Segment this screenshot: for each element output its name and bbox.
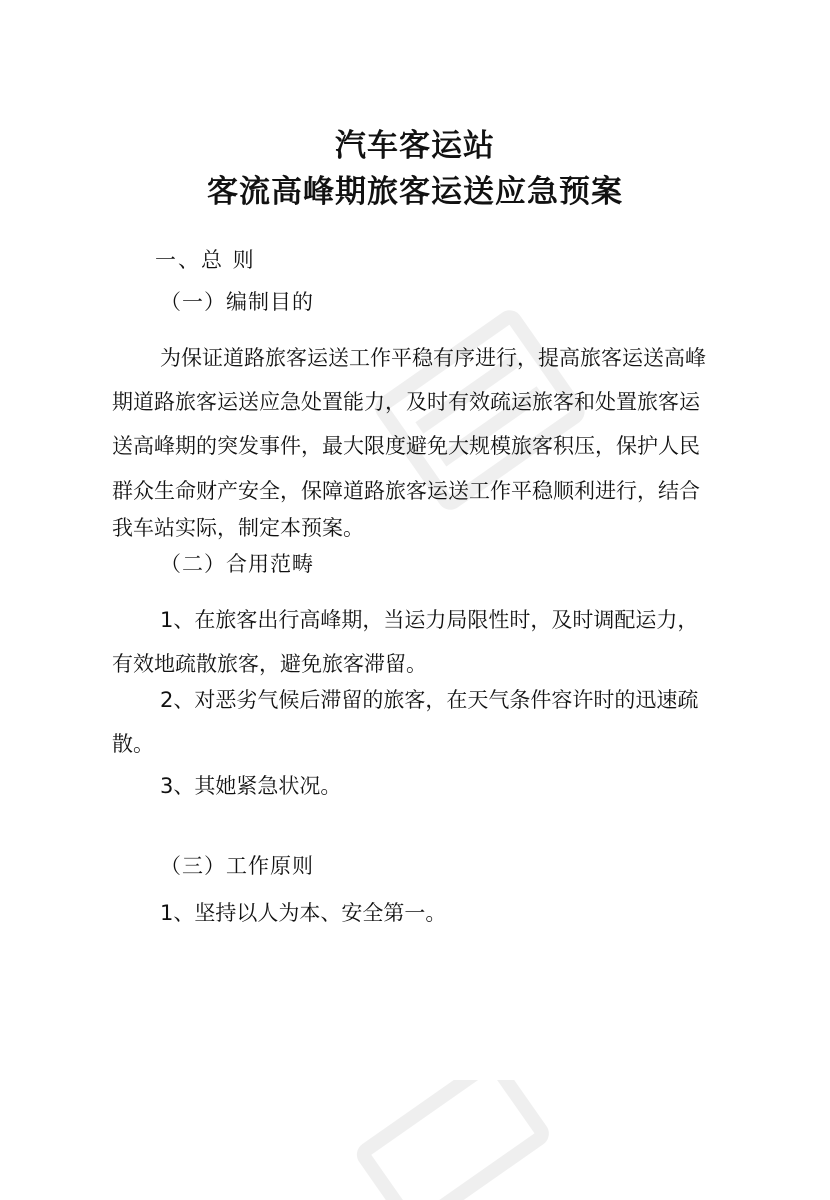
subsection-heading-purpose: （一）编制目的 (160, 290, 314, 314)
list-item-line: 1、在旅客出行高峰期，当运力局限性时，及时调配运力， (160, 608, 699, 632)
paragraph-line: 为保证道路旅客运送工作平稳有序进行，提高旅客运送高峰 (160, 346, 706, 370)
paragraph-line: 我车站实际，制定本预案。 (112, 516, 364, 540)
document-title-line-2: 客流高峰期旅客运送应急预案 (207, 174, 623, 210)
list-item-line: 3、其她紧急状况。 (160, 774, 342, 798)
subsection-heading-principles: （三）工作原则 (160, 854, 314, 878)
subsection-heading-scope: （二）合用范畴 (160, 552, 314, 576)
list-item-line: 1、坚持以人为本、安全第一。 (160, 901, 447, 925)
watermark-stamp-bottom-icon (330, 1080, 570, 1200)
list-item-line: 散。 (112, 732, 154, 756)
list-item-line: 2、对恶劣气候后滞留的旅客，在天气条件容许时的迅速疏 (160, 688, 699, 712)
paragraph-line: 群众生命财产安全，保障道路旅客运送工作平稳顺利进行，结合 (112, 479, 700, 503)
list-item-line: 有效地疏散旅客，避免旅客滞留。 (112, 652, 427, 676)
section-heading-general: 一、总 则 (155, 248, 256, 272)
paragraph-line: 送高峰期的突发事件，最大限度避免大规模旅客积压，保护人民 (112, 434, 700, 458)
paragraph-line: 期道路旅客运送应急处置能力，及时有效疏运旅客和处置旅客运 (112, 390, 700, 414)
document-title-line-1: 汽车客运站 (335, 128, 495, 164)
